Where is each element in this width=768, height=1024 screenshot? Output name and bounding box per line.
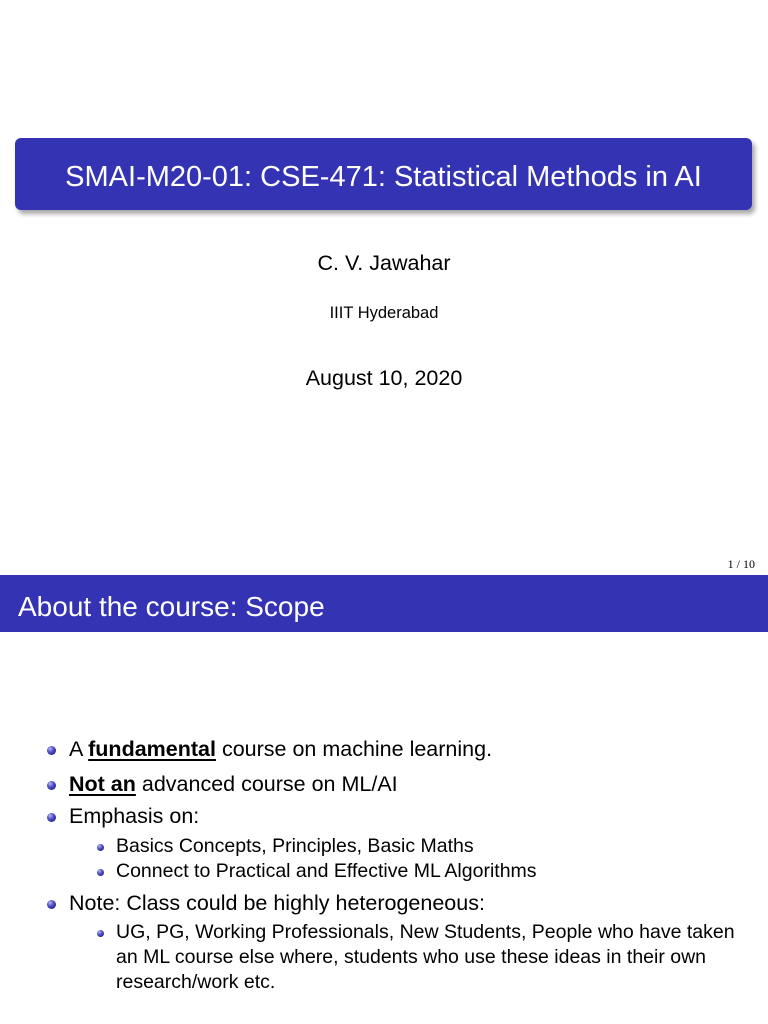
institute-name: IIIT Hyderabad	[329, 304, 439, 322]
sub-bullet-item	[0, 834, 768, 858]
presentation-date: August 10, 2020	[305, 366, 463, 390]
ball-bullet-icon	[47, 746, 56, 755]
sub-bullet-item	[0, 920, 768, 994]
sub-bullet-text-line: an ML course else where, students who use these ideas in their own	[116, 946, 707, 968]
bullet-text	[69, 771, 398, 797]
bullet-item	[0, 771, 768, 797]
emphasized-text: Not an	[69, 772, 136, 796]
frame-title: About the course: Scope	[18, 591, 325, 622]
ball-bullet-icon	[47, 813, 56, 822]
bullet-text: Emphasis on:	[69, 804, 200, 828]
sub-bullet-text: Connect to Practical and Effective ML Algorithms	[116, 860, 537, 882]
emphasized-text: fundamental	[88, 737, 216, 761]
scope-slide	[0, 575, 768, 1024]
bullet-text-before: A	[69, 737, 89, 761]
sub-bullet-item	[0, 859, 768, 883]
ball-bullet-icon	[47, 900, 56, 909]
bullet-item	[0, 736, 768, 762]
frame-title-bar	[0, 575, 768, 632]
bullet-text-after: course on machine learning.	[215, 737, 493, 761]
sub-bullet-text-line: UG, PG, Working Professionals, New Students, People who have taken	[116, 921, 735, 943]
ball-bullet-icon	[47, 781, 56, 790]
bullet-text-after: advanced course on ML/AI	[135, 772, 398, 796]
presentation-title: SMAI-M20-01: CSE-471: Statistical Methods in AI	[65, 160, 702, 193]
bullet-text: Note: Class could be highly heterogeneous:	[69, 891, 485, 915]
sub-bullet-text: Basics Concepts, Principles, Basic Maths	[116, 835, 474, 857]
author-name: C. V. Jawahar	[317, 251, 451, 275]
sub-bullet-text-line: research/work etc.	[116, 971, 276, 993]
ball-sub-bullet-icon	[97, 869, 104, 876]
bullet-item	[0, 890, 768, 916]
bullet-item	[0, 803, 768, 829]
title-box	[15, 138, 752, 210]
page-number: 1 / 10	[727, 557, 755, 571]
ball-sub-bullet-icon	[97, 844, 104, 851]
ball-sub-bullet-icon	[97, 930, 104, 937]
bullet-text	[69, 736, 492, 762]
